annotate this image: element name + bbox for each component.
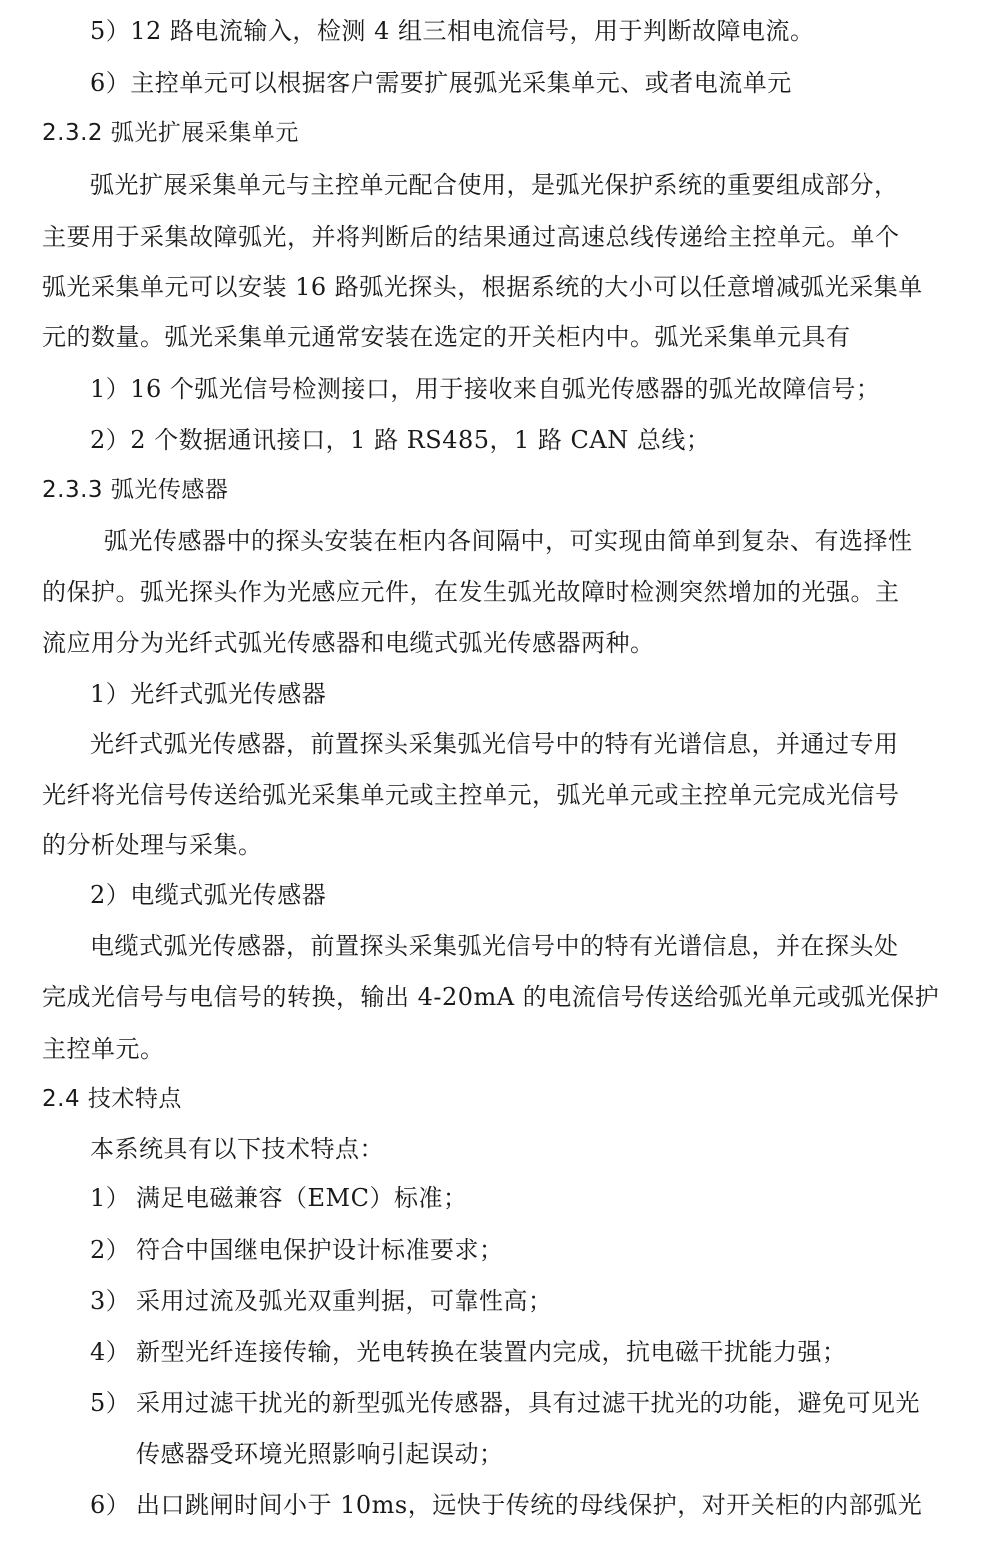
list-item-6: 6）主控单元可以根据客户需要扩展弧光采集单元、或者电流单元 (90, 69, 792, 97)
feature-number: 1） (90, 1184, 131, 1212)
feature-item (90, 1286, 553, 1316)
section-heading-2-3-2: 2.3.2 弧光扩展采集单元 (42, 120, 299, 146)
feature-number: 5） (90, 1389, 131, 1417)
paragraph-line: 主控单元。 (42, 1035, 165, 1063)
feature-text: 出口跳闸时间小于 10ms，远快于传统的母线保护，对开关柜的内部弧光 (136, 1491, 923, 1519)
subsection-title: 1）光纤式弧光传感器 (90, 680, 327, 708)
feature-text: 采用过滤干扰光的新型弧光传感器，具有过滤干扰光的功能，避免可见光 (136, 1389, 920, 1417)
paragraph-line: 弧光扩展采集单元与主控单元配合使用，是弧光保护系统的重要组成部分， (90, 171, 899, 199)
feature-item (90, 1337, 847, 1367)
paragraph-line: 电缆式弧光传感器，前置探头采集弧光信号中的特有光谱信息，并在探头处 (90, 932, 899, 960)
paragraph-line: 光纤式弧光传感器，前置探头采集弧光信号中的特有光谱信息，并通过专用 (90, 730, 899, 758)
feature-text: 采用过流及弧光双重判据，可靠性高； (136, 1287, 553, 1315)
feature-text: 符合中国继电保护设计标准要求； (136, 1236, 504, 1264)
paragraph-line: 弧光采集单元可以安装 16 路弧光探头，根据系统的大小可以任意增减弧光采集单 (42, 273, 923, 301)
paragraph-line: 元的数量。弧光采集单元通常安装在选定的开关柜内中。弧光采集单元具有 (42, 323, 851, 351)
list-item: 1）16 个弧光信号检测接口，用于接收来自弧光传感器的弧光故障信号； (90, 375, 881, 403)
feature-text: 新型光纤连接传输，光电转换在装置内完成，抗电磁干扰能力强； (136, 1338, 847, 1366)
subsection-title: 2）电缆式弧光传感器 (90, 881, 327, 909)
feature-number: 4） (90, 1338, 131, 1366)
section-heading-2-4: 2.4 技术特点 (42, 1086, 182, 1112)
feature-number: 6） (90, 1491, 131, 1519)
paragraph-line: 的保护。弧光探头作为光感应元件，在发生弧光故障时检测突然增加的光强。主 (42, 578, 900, 606)
paragraph-line: 主要用于采集故障弧光，并将判断后的结果通过高速总线传递给主控单元。单个 (42, 223, 900, 251)
feature-item (90, 1235, 504, 1265)
intro-line: 本系统具有以下技术特点： (90, 1135, 384, 1163)
feature-text-continuation: 传感器受环境光照影响引起误动； (136, 1440, 504, 1468)
paragraph-line: 流应用分为光纤式弧光传感器和电缆式弧光传感器两种。 (42, 629, 655, 657)
feature-text: 满足电磁兼容（EMC）标准； (136, 1184, 468, 1212)
paragraph-line: 的分析处理与采集。 (42, 831, 263, 859)
feature-number: 2） (90, 1236, 131, 1264)
feature-item (90, 1490, 922, 1520)
feature-number: 3） (90, 1287, 131, 1315)
feature-item (90, 1183, 467, 1213)
paragraph-line: 完成光信号与电信号的转换，输出 4-20mA 的电流信号传送给弧光单元或弧光保护 (42, 983, 940, 1011)
section-heading-2-3-3: 2.3.3 弧光传感器 (42, 477, 229, 503)
list-item-5: 5）12 路电流输入，检测 4 组三相电流信号，用于判断故障电流。 (90, 17, 815, 45)
list-item: 2）2 个数据通讯接口，1 路 RS485，1 路 CAN 总线； (90, 426, 711, 454)
feature-item (90, 1388, 920, 1418)
paragraph-line: 光纤将光信号传送给弧光采集单元或主控单元，弧光单元或主控单元完成光信号 (42, 781, 900, 809)
paragraph-line: 弧光传感器中的探头安装在柜内各间隔中，可实现由简单到复杂、有选择性 (104, 527, 913, 555)
